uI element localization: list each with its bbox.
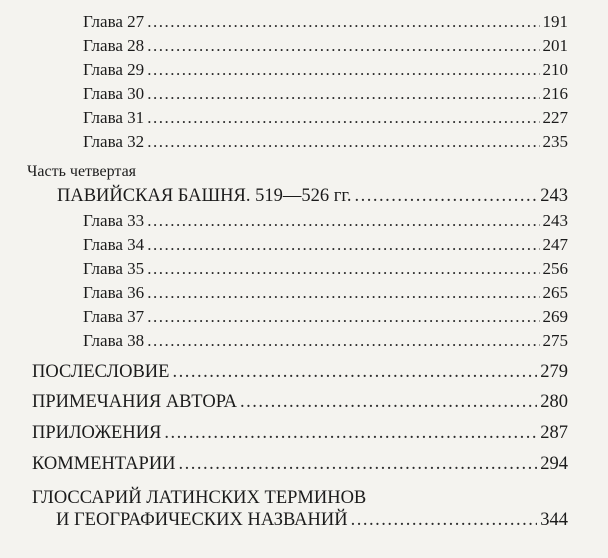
toc-entry-page: 279: [540, 362, 568, 382]
dot-leader: [147, 307, 539, 327]
toc-entry-chapter-32[interactable]: [83, 132, 568, 152]
toc-entry-chapter-33[interactable]: [83, 211, 568, 231]
dot-leader: [147, 259, 539, 279]
toc-entry-page: 294: [540, 454, 568, 474]
toc-entry-chapter-35[interactable]: [83, 259, 568, 279]
toc-entry-page: 191: [542, 12, 568, 31]
toc-entry-title: Глава 32: [83, 132, 145, 151]
toc-entry-chapter-29[interactable]: [83, 60, 568, 80]
dot-leader: [179, 454, 538, 475]
dot-leader: [354, 186, 537, 207]
toc-entry-page: 216: [542, 84, 568, 103]
toc-entry-chapter-28[interactable]: [83, 36, 568, 56]
toc-entry-title: Глава 38: [83, 331, 145, 350]
toc-entry-commentary[interactable]: [32, 454, 568, 475]
toc-entry-glossary-line1[interactable]: ГЛОССАРИЙ ЛАТИНСКИХ ТЕРМИНОВ: [32, 488, 367, 508]
toc-entry-appendices[interactable]: [32, 423, 568, 444]
dot-leader: [147, 84, 539, 104]
toc-entry-title: ПАВИЙСКАЯ БАШНЯ. 519—526 гг.: [57, 186, 352, 206]
dot-leader: [172, 362, 537, 383]
toc-entry-title: Глава 36: [83, 283, 145, 302]
toc-entry-page: 344: [540, 510, 568, 530]
toc-entry-title: ПРИЛОЖЕНИЯ: [32, 423, 162, 443]
part-label: Часть четвертая: [27, 163, 137, 180]
toc-entry-part-4[interactable]: [57, 186, 568, 207]
toc-entry-title: Глава 27: [83, 12, 145, 31]
dot-leader: [147, 12, 539, 32]
toc-entry-title: Глава 35: [83, 259, 145, 278]
toc-entry-chapter-36[interactable]: [83, 283, 568, 303]
toc-entry-page: 235: [542, 132, 568, 151]
toc-entry-author-notes[interactable]: [32, 392, 568, 413]
dot-leader: [147, 283, 539, 303]
dot-leader: [147, 132, 539, 152]
toc-entry-page: 201: [542, 36, 568, 55]
toc-entry-title: ПРИМЕЧАНИЯ АВТОРА: [32, 392, 237, 412]
toc-entry-page: 269: [542, 307, 568, 326]
toc-entry-chapter-31[interactable]: [83, 108, 568, 128]
dot-leader: [147, 36, 539, 56]
toc-entry-afterword[interactable]: [32, 362, 568, 383]
toc-entry-title: Глава 30: [83, 84, 145, 103]
toc-entry-glossary[interactable]: [56, 510, 568, 531]
dot-leader: [147, 235, 539, 255]
toc-entry-page: 243: [540, 186, 568, 206]
toc-entry-page: 243: [542, 211, 568, 230]
toc-entry-title: Глава 28: [83, 36, 145, 55]
toc-entry-page: 247: [542, 235, 568, 254]
toc-entry-title: Глава 33: [83, 211, 145, 230]
dot-leader: [147, 211, 539, 231]
dot-leader: [351, 510, 538, 531]
dot-leader: [240, 392, 537, 413]
toc-entry-page: 287: [540, 423, 568, 443]
toc-entry-chapter-37[interactable]: [83, 307, 568, 327]
toc-entry-title: Глава 34: [83, 235, 145, 254]
toc-entry-page: 275: [542, 331, 568, 350]
toc-entry-page: 280: [540, 392, 568, 412]
toc-entry-chapter-27[interactable]: [83, 12, 568, 32]
toc-entry-chapter-38[interactable]: [83, 331, 568, 351]
toc-entry-chapter-34[interactable]: [83, 235, 568, 255]
dot-leader: [147, 60, 539, 80]
toc-entry-page: 210: [542, 60, 568, 79]
toc-entry-chapter-30[interactable]: [83, 84, 568, 104]
toc-entry-title: Глава 29: [83, 60, 145, 79]
toc-entry-title: ПОСЛЕСЛОВИЕ: [32, 362, 170, 382]
dot-leader: [147, 331, 539, 351]
dot-leader: [147, 108, 539, 128]
toc-entry-title: И ГЕОГРАФИЧЕСКИХ НАЗВАНИЙ: [56, 510, 348, 530]
toc-entry-page: 265: [542, 283, 568, 302]
toc-entry-title: КОММЕНТАРИИ: [32, 454, 176, 474]
dot-leader: [164, 423, 537, 444]
toc-entry-page: 256: [542, 259, 568, 278]
toc-entry-title: Глава 37: [83, 307, 145, 326]
toc-entry-page: 227: [542, 108, 568, 127]
toc-entry-title: Глава 31: [83, 108, 145, 127]
